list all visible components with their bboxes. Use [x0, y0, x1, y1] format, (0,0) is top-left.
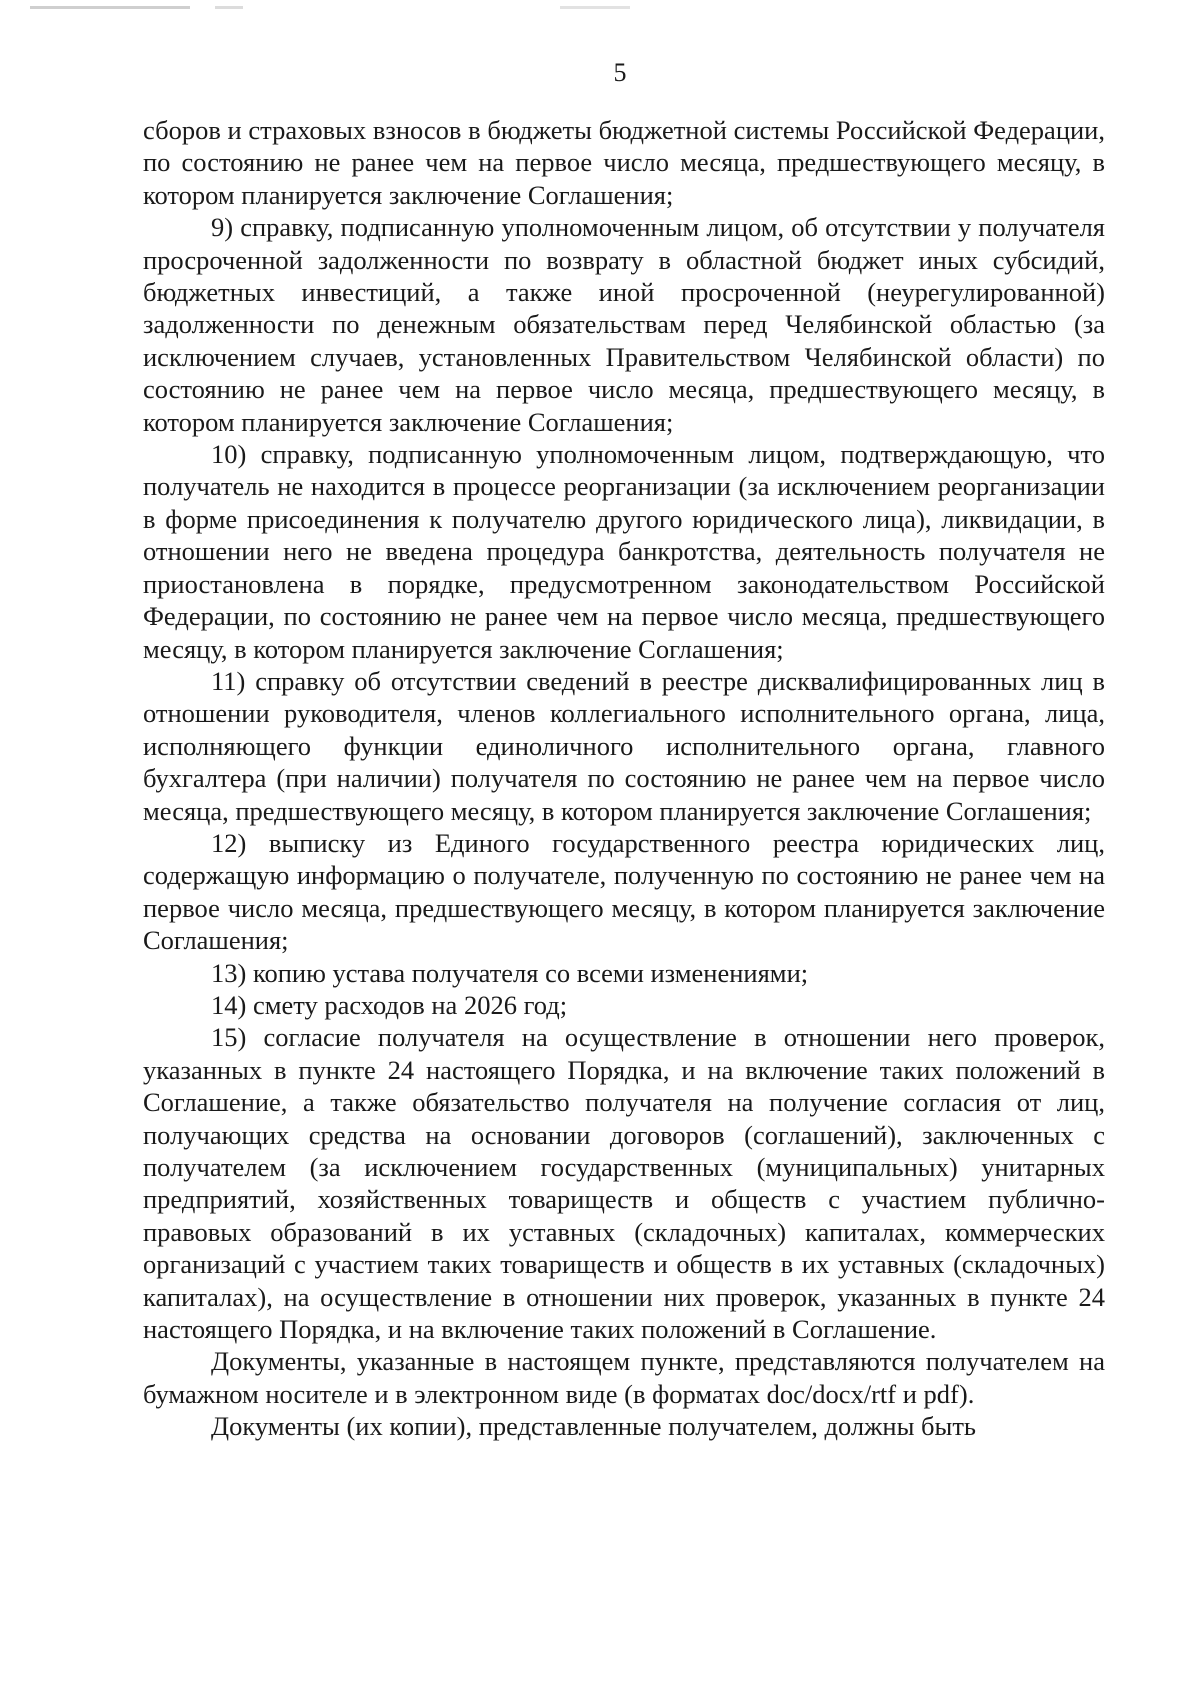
document-body [143, 114, 1105, 1443]
paragraph-continuation: сборов и страховых взносов в бюджеты бюджетной системы Российской Федерации, по состоянию не ранее чем на первое число месяца, предшествующего месяцу, в котором планируется заключение Соглашения; [143, 115, 1105, 210]
paragraph-item-9: 9) справку, подписанную уполномоченным лицом, об отсутствии у получателя просроченной задолженности по возврату в областной бюджет иных субсидий, бюджетных инвестиций, а также иной просроченной (неурегулированной) задолженности по денежным обязательствам перед Челябинской областью (за исключением случаев, установленных Правительством Челябинской области) по состоянию не ранее чем на первое число месяца, предшествующего месяцу, в котором планируется заключение Соглашения; [143, 212, 1105, 437]
paragraph-item-15: 15) согласие получателя на осуществление в отношении него проверок, указанных в пункте 24 настоящего Порядка, и на включение таких положений в Соглашение, а также обязательство получателя на получение согласия от лиц, получающих средства на основании договоров (соглашений), заключенных с получателем (за исключением государственных (муниципальных) унитарных предприятий, хозяйственных товариществ и обществ с участием публично-правовых образований в их уставных (складочных) капиталах, коммерческих организаций с участием таких товариществ и обществ в их уставных (складочных) капиталах), на осуществление в отношении них проверок, указанных в пункте 24 настоящего Порядка, и на включение таких положений в Соглашение. [143, 1022, 1105, 1345]
paragraph-item-11: 11) справку об отсутствии сведений в реестре дисквалифицированных лиц в отношении руководителя, членов коллегиального исполнительного органа, лица, исполняющего функции единоличного исполнительного органа, главного бухгалтера (при наличии) получателя по состоянию не ранее чем на первое число месяца, предшествующего месяцу, в котором планируется заключение Соглашения; [143, 665, 1105, 826]
scan-artifact [215, 6, 243, 9]
scan-artifact [30, 6, 190, 9]
page-number: 5 [613, 58, 627, 87]
paragraph-item-14: 14) смету расходов на 2026 год; [211, 989, 568, 1020]
paragraph-item-13: 13) копию устава получателя со всеми изменениями; [211, 957, 809, 988]
paragraph-item-12: 12) выписку из Единого государственного реестра юридических лиц, содержащую информацию о получателе, полученную по состоянию не ранее чем на первое число месяца, предшествующего месяцу, в котором планируется заключение Соглашения; [143, 827, 1105, 956]
scan-artifact [560, 6, 630, 9]
paragraph-documents-format: Документы, указанные в настоящем пункте, представляются получателем на бумажном носителе и в электронном виде (в форматах doc/docx/rtf и pdf). [143, 1346, 1105, 1409]
paragraph-item-10: 10) справку, подписанную уполномоченным лицом, подтверждающую, что получатель не находится в процессе реорганизации (за исключением реорганизации в форме присоединения к получателю другого юридического лица), ликвидации, в отношении него не введена процедура банкротства, деятельность получателя не приостановлена в порядке, предусмотренном законодательством Российской Федерации, по состоянию не ранее чем на первое число месяца, предшествующего месяцу, в котором планируется заключение Соглашения; [143, 439, 1105, 664]
paragraph-documents-copies: Документы (их копии), представленные получателем, должны быть [211, 1411, 976, 1442]
